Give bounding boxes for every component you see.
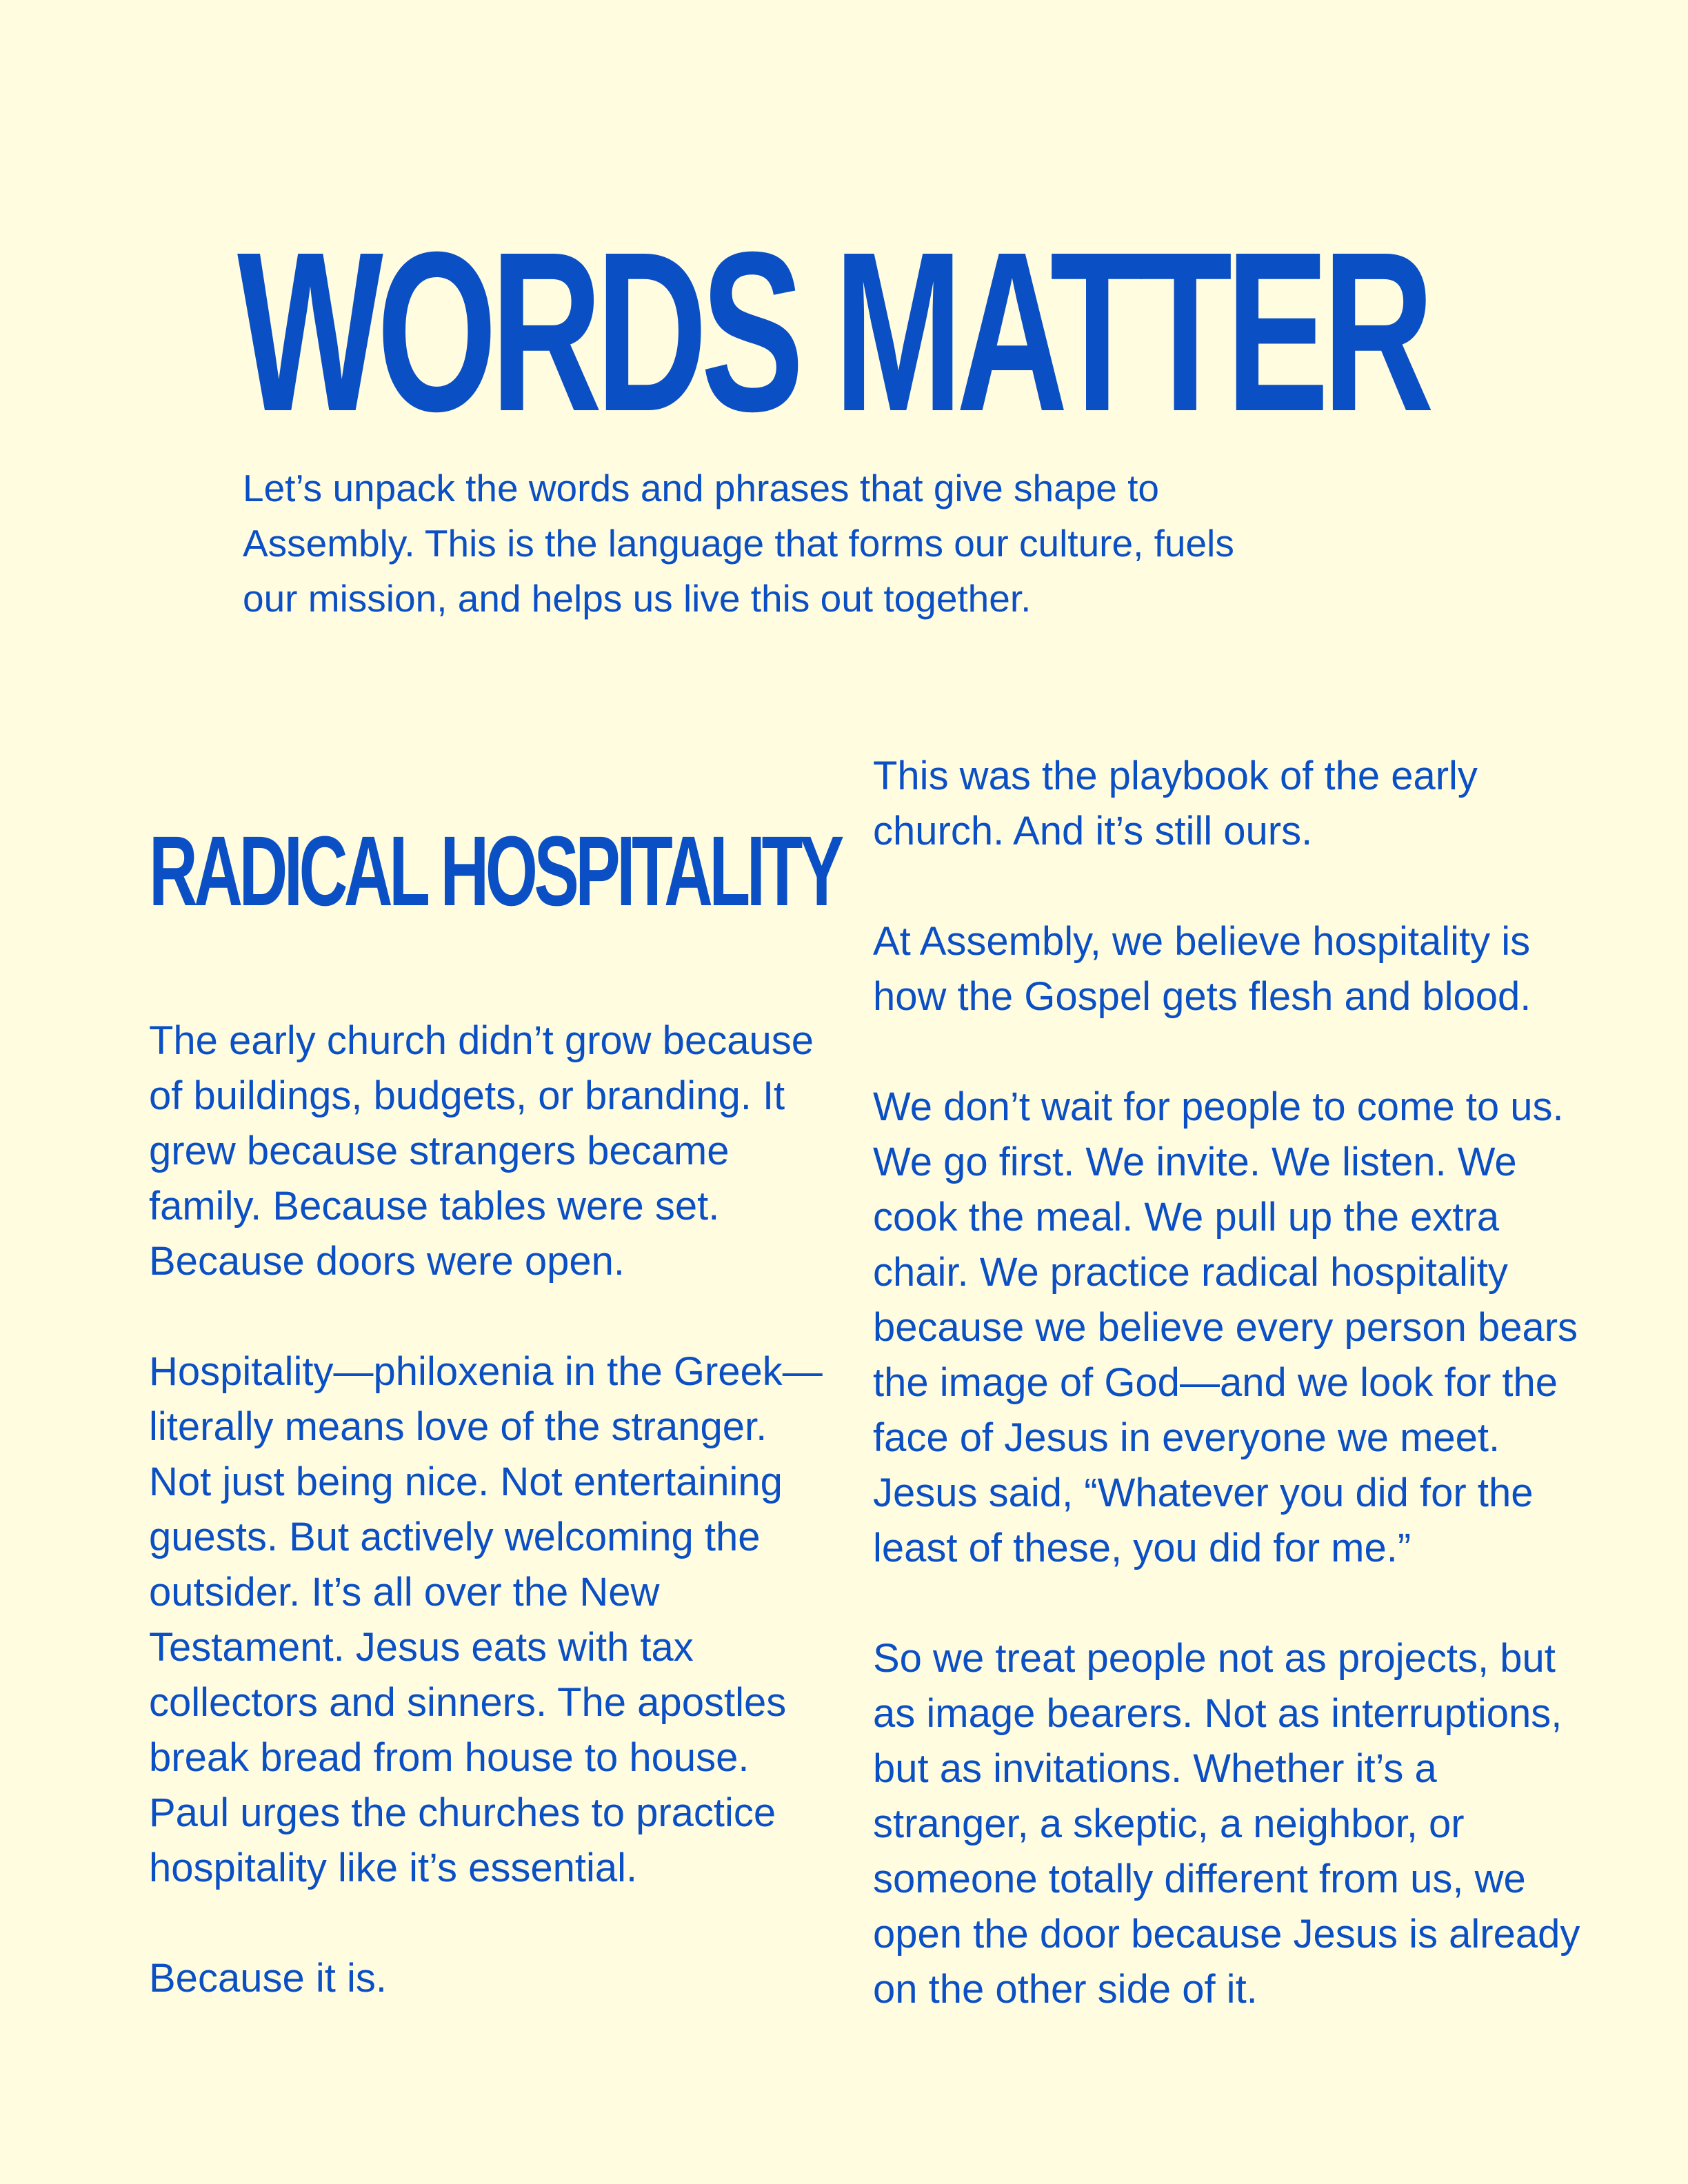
right-column <box>873 749 1590 2072</box>
body-paragraph: This was the playbook of the early church. And it’s still ours. <box>873 754 1478 853</box>
left-column <box>149 1013 838 2061</box>
page-title: WORDS MATTER <box>237 204 1428 458</box>
body-paragraph: Because it is. <box>149 1956 387 2001</box>
body-paragraph: We don’t wait for people to come to us. We go first. We invite. We listen. We cook the meal. We pull up the extra chair. We practice radical hospitality because we believe every person bears the image of God—and we look for the face of Jesus in everyone we meet. Jesus said, “Whatever you did for the least of these, you did for me.” <box>873 1084 1578 1570</box>
intro-paragraph: Let’s unpack the words and phrases that give shape to Assembly. This is the language that forms our culture, fuels our mission, and helps us live this out together. <box>243 467 1234 620</box>
body-paragraph: At Assembly, we believe hospitality is how the Gospel gets flesh and blood. <box>873 919 1531 1019</box>
body-paragraph: Hospitality—philoxenia in the Greek—literally means love of the stranger. Not just being nice. Not entertaining guests. But actively welcoming the outsider. It’s all over the New Testament. Jesus eats with tax collectors and sinners. The apostles break bread from house to house. Paul urges the churches to practice hospitality like it’s essential. <box>149 1349 823 1890</box>
body-paragraph: The early church didn’t grow because of buildings, budgets, or branding. It grew because strangers became family. Because tables were set. Because doors were open. <box>149 1018 814 1284</box>
body-paragraph: So we treat people not as projects, but as image bearers. Not as interruptions, but as invitations. Whether it’s a stranger, a skeptic, a neighbor, or someone totally different from us, we open the door because Jesus is already on the other side of it. <box>873 1636 1580 2012</box>
section-heading: RADICAL HOSPITALITY <box>149 816 841 927</box>
